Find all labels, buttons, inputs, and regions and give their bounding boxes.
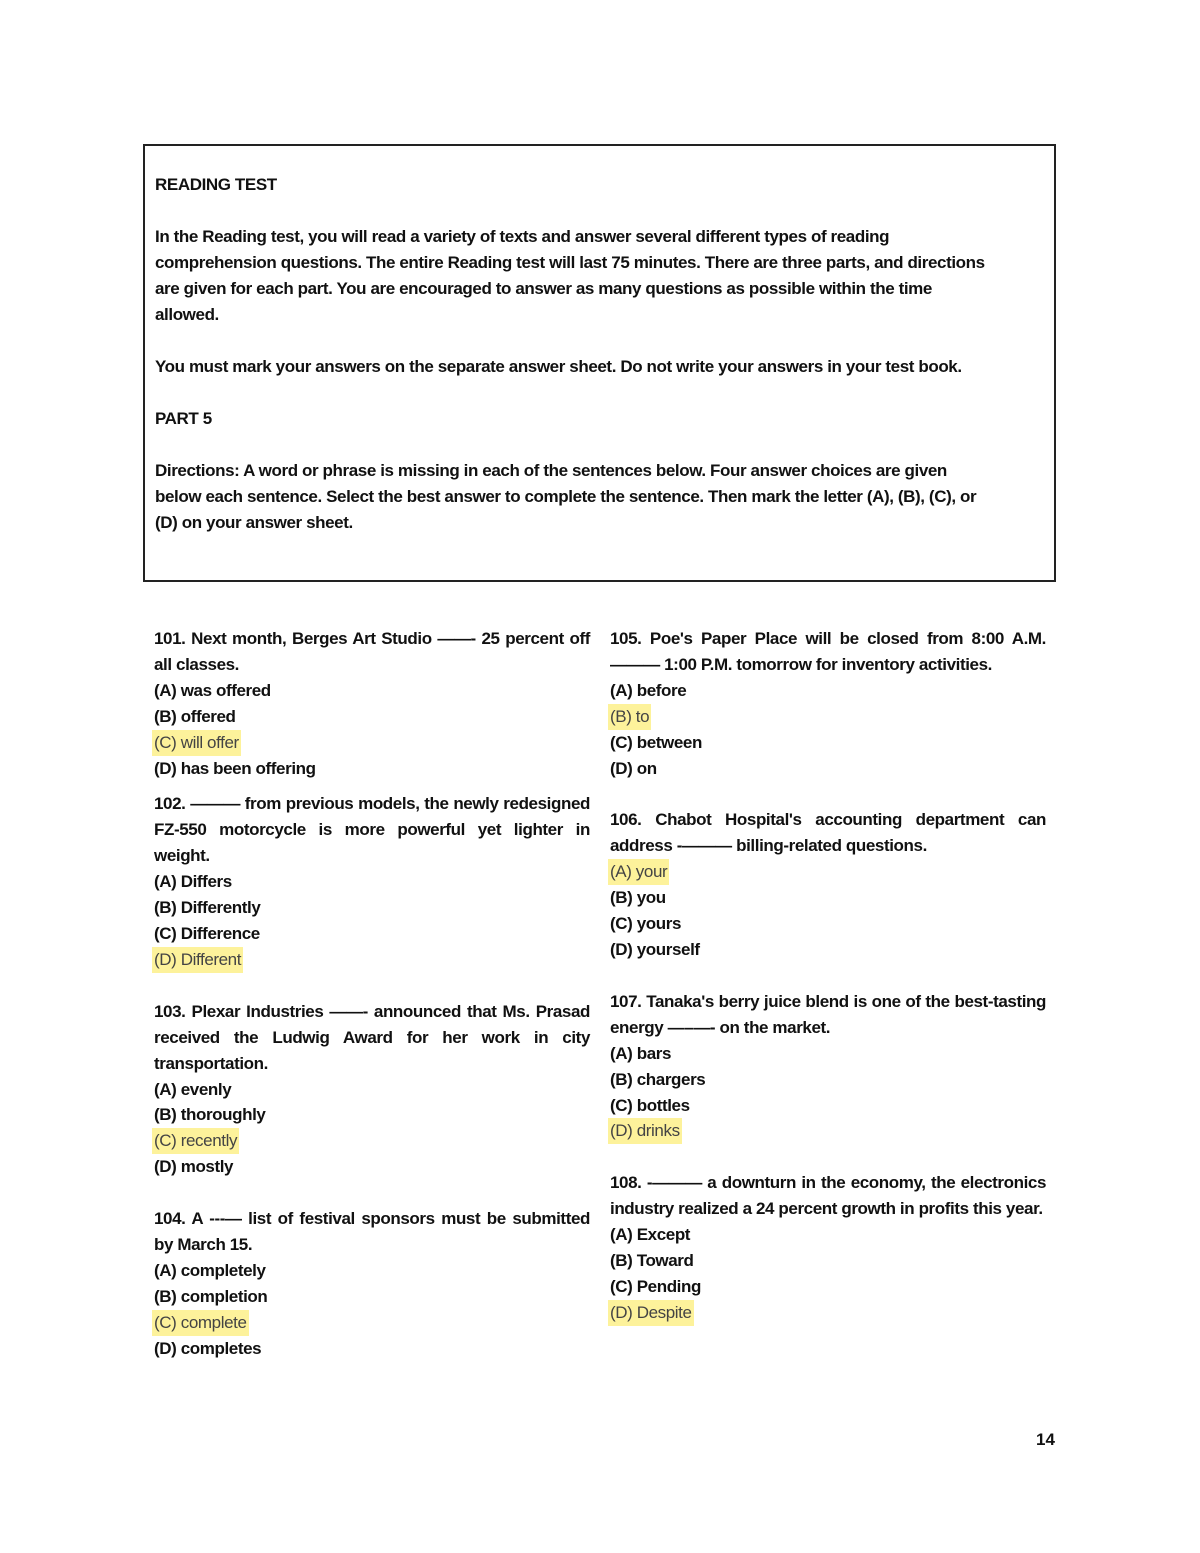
option-b[interactable]: (B) chargers	[610, 1069, 706, 1089]
option-c-highlighted[interactable]: (C) recently	[154, 1128, 590, 1154]
question-number: 101.	[154, 629, 186, 648]
directions-text: A word or phrase is missing in each of the sentences below. Four answer choices are given below each sentence. Select the best answer to complete the sentence. Then mark the letter (A), (B), (C), or (D) on your answer sheet.	[155, 461, 977, 532]
option-c[interactable]: (C) bottles	[610, 1095, 690, 1115]
question-108	[610, 1170, 1046, 1325]
option-a[interactable]: (A) evenly	[154, 1079, 232, 1099]
question-stem: Plexar Industries ——- announced that Ms. Prasad received the Ludwig Award for her work in city transportation.	[154, 1001, 590, 1073]
option-a[interactable]: (A) Except	[610, 1225, 691, 1245]
question-106	[610, 807, 1046, 962]
option-c-highlighted[interactable]: (C) complete	[154, 1310, 590, 1336]
option-a[interactable]: (A) bars	[610, 1043, 672, 1063]
option-c[interactable]: (C) Difference	[154, 923, 260, 943]
option-b[interactable]: (B) Toward	[610, 1251, 694, 1271]
option-a[interactable]: (A) before	[610, 680, 687, 700]
question-number: 102.	[154, 794, 186, 814]
option-a[interactable]: (A) was offered	[154, 680, 271, 700]
option-a[interactable]: (A) Differs	[154, 872, 232, 892]
option-d[interactable]: (D) mostly	[154, 1157, 234, 1177]
option-c[interactable]: (C) Pending	[610, 1276, 701, 1296]
right-column	[610, 626, 1046, 1326]
part-title: PART 5	[155, 409, 212, 428]
page-number: 14	[1036, 1430, 1055, 1449]
option-d[interactable]: (D) yourself	[610, 939, 700, 959]
question-number: 105.	[610, 629, 642, 648]
option-c[interactable]: (C) yours	[610, 914, 682, 934]
question-103	[154, 999, 590, 1180]
question-number: 108.	[610, 1173, 642, 1193]
question-stem: Poe's Paper Place will be closed from 8:00 A.M. ——— 1:00 P.M. tomorrow for inventory activities.	[610, 629, 1046, 674]
question-number: 103.	[154, 1001, 186, 1021]
question-stem: Tanaka's berry juice blend is one of the best-tasting energy —–—- on the market.	[610, 991, 1046, 1037]
intro-paragraph: In the Reading test, you will read a variety of texts and answer several different types of reading comprehension questions. The entire Reading test will last 75 minutes. There are three parts, and directions are given for each part. You are encouraged to answer as many questions as possible within the time allowed.	[155, 227, 985, 324]
question-104	[154, 1206, 590, 1361]
option-b[interactable]: (B) offered	[154, 706, 236, 726]
question-number: 107.	[610, 991, 642, 1011]
option-b-highlighted[interactable]: (B) to	[610, 704, 1046, 730]
question-101	[154, 626, 590, 781]
question-stem: -——— a downturn in the economy, the electronics industry realized a 24 percent growth in profits this year.	[610, 1173, 1046, 1219]
option-d-highlighted[interactable]: (D) drinks	[610, 1118, 1046, 1144]
question-stem: ——— from previous models, the newly redesigned FZ-550 motorcycle is more powerful yet lighter in weight.	[154, 794, 590, 866]
option-a[interactable]: (A) completely	[154, 1260, 266, 1280]
option-b[interactable]: (B) you	[610, 888, 666, 908]
question-number: 106.	[610, 810, 642, 830]
option-d-highlighted[interactable]: (D) Despite	[610, 1300, 1046, 1326]
option-b[interactable]: (B) thoroughly	[154, 1105, 266, 1125]
option-b[interactable]: (B) completion	[154, 1286, 268, 1306]
left-column	[154, 626, 590, 1362]
question-stem: A ---— list of festival sponsors must be submitted by March 15.	[154, 1209, 590, 1255]
option-c[interactable]: (C) between	[610, 732, 702, 752]
question-stem: Next month, Berges Art Studio ——- 25 percent off all classes.	[154, 629, 590, 674]
question-number: 104.	[154, 1209, 186, 1229]
instructions-box	[143, 144, 1056, 582]
directions-label: Directions:	[155, 461, 240, 480]
directions-paragraph	[155, 458, 994, 536]
option-b[interactable]: (B) Differently	[154, 898, 261, 918]
question-107	[610, 989, 1046, 1144]
section-title: READING TEST	[155, 175, 277, 194]
question-105	[610, 626, 1046, 781]
option-d-highlighted[interactable]: (D) Different	[154, 947, 590, 973]
answer-sheet-note: You must mark your answers on the separate answer sheet. Do not write your answers in your test book.	[155, 357, 962, 376]
option-a-highlighted[interactable]: (A) your	[610, 859, 1046, 885]
option-d[interactable]: (D) on	[610, 758, 657, 778]
option-d[interactable]: (D) completes	[154, 1338, 262, 1358]
question-stem: Chabot Hospital's accounting department can address -——— billing-related questions.	[610, 810, 1046, 856]
option-c-highlighted[interactable]: (C) will offer	[154, 730, 590, 756]
question-102	[154, 791, 590, 972]
option-d[interactable]: (D) has been offering	[154, 758, 316, 778]
